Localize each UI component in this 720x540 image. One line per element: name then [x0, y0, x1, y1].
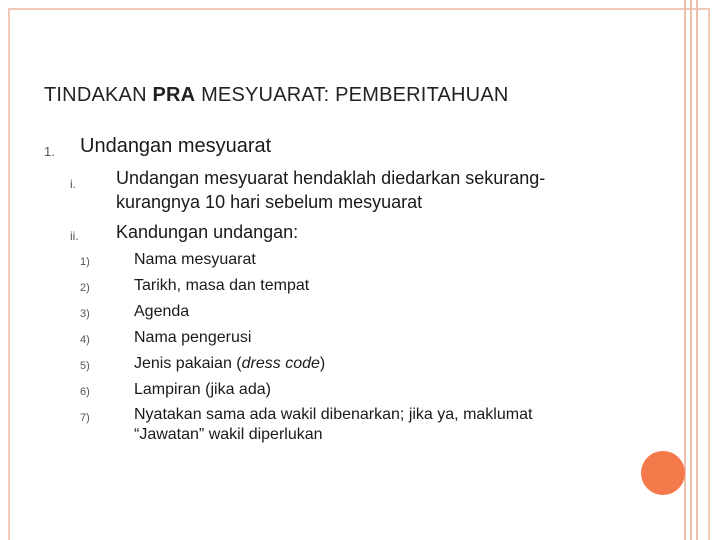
list-item: [116, 166, 545, 214]
title-text: MESYUARAT: PEMBERITAHUAN: [195, 84, 509, 106]
list-number: 2): [80, 282, 90, 294]
title-bold-text: PRA: [152, 84, 196, 106]
list-item-text: Nama pengerusi: [134, 329, 252, 346]
list-number: 1): [80, 256, 90, 268]
accent-circle: [641, 451, 685, 495]
list-number: 3): [80, 308, 90, 320]
list-number: ii.: [70, 229, 79, 243]
list-item: [134, 405, 532, 445]
list-item-text: ): [319, 355, 326, 372]
list-item-text: Nyatakan sama ada wakil dibenarkan; jika ya, maklumat: [134, 406, 533, 423]
list-item-text: Nama mesyuarat: [134, 251, 256, 268]
decorative-line: [690, 0, 692, 540]
list-item-text: Jenis pakaian (: [134, 355, 242, 372]
list-item-text: Agenda: [134, 303, 190, 320]
list-number: 5): [80, 360, 90, 372]
list-number: 4): [80, 334, 90, 346]
decorative-line: [696, 0, 698, 540]
list-item-text: kurangnya 10 hari sebelum mesyuarat: [116, 192, 423, 212]
list-number: 6): [80, 386, 90, 398]
list-number: i.: [70, 177, 76, 191]
list-item-italic-text: dress code: [241, 355, 320, 372]
list-number: 7): [80, 412, 90, 424]
list-item-text: Kandungan undangan:: [116, 222, 299, 242]
list-item-text: “Jawatan” wakil diperlukan: [134, 426, 323, 443]
slide-title: [44, 84, 509, 107]
list-item-text: Lampiran (jika ada): [134, 381, 271, 398]
decorative-line: [684, 0, 686, 540]
title-text: TINDAKAN: [44, 84, 153, 106]
list-item: [134, 354, 325, 374]
section-heading: Undangan mesyuarat: [80, 135, 272, 157]
list-item-text: Undangan mesyuarat hendaklah diedarkan sekurang-: [116, 168, 546, 188]
list-number: 1.: [44, 144, 55, 159]
list-item-text: Tarikh, masa dan tempat: [134, 277, 310, 294]
